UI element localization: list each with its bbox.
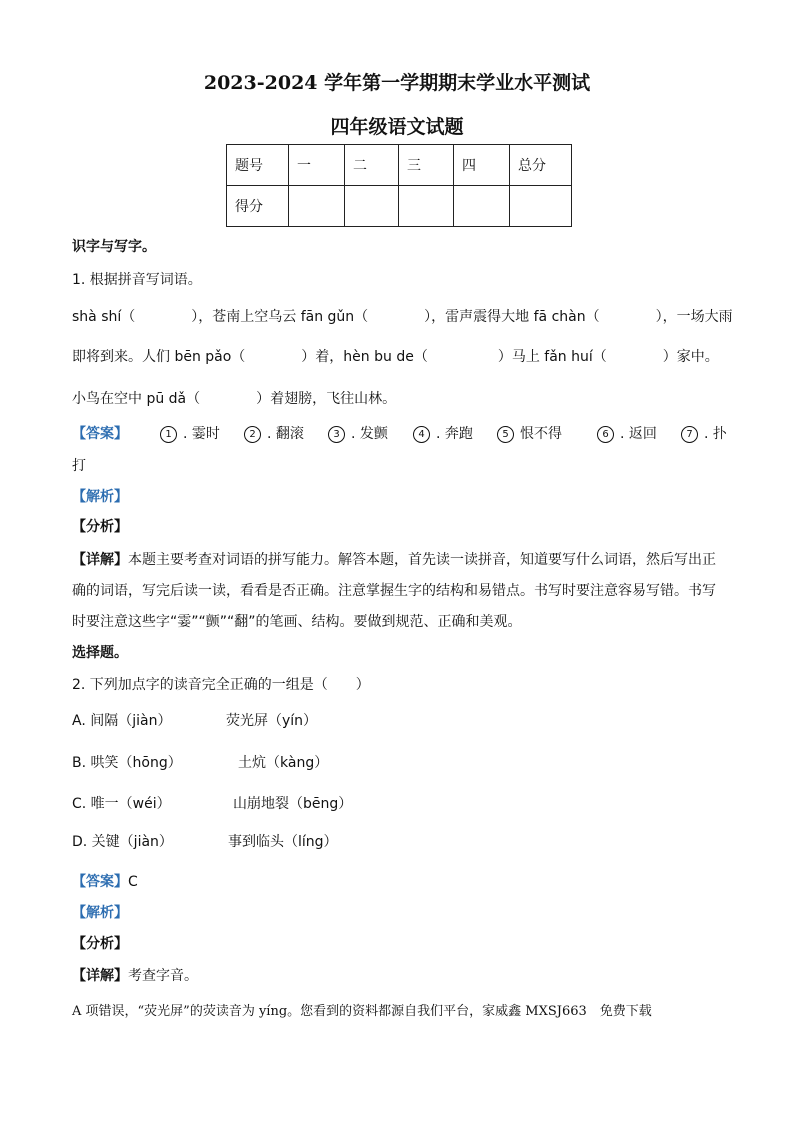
table-cell: 一 [289, 145, 345, 186]
answer-item: 1 . 霎时 [160, 423, 220, 443]
answer-item: 2 . 翻滚 [244, 423, 304, 443]
table-cell: 题号 [227, 145, 289, 186]
detail-line: A 项错误，“荧光屏”的荧读音为 yíng。您看到的资料都源自我们平台，家威鑫 MXSJ663 免费下载 [72, 1004, 652, 1019]
circled-number: 7 [681, 426, 698, 443]
table-cell: 三 [399, 145, 454, 186]
answer-item: 4 . 奔跑 [413, 423, 473, 443]
answer-item: 7 . 扑 [681, 423, 727, 443]
detail-line: 时要注意这些字“霎”“颤”“翻”的笔画、结构。要做到规范、正确和美观。 [72, 614, 522, 630]
option-b-word: 土炕（kàng） [238, 755, 329, 771]
answer-wrap: 打 [72, 458, 86, 474]
circled-number: 1 [160, 426, 177, 443]
option-c-word: 山崩地裂（bēng） [233, 796, 353, 812]
question-line: 小鸟在空中 pū dǎ（ ）着翅膀，飞往山林。 [72, 391, 397, 407]
detail-line: 【详解】本题主要考查对词语的拼写能力。解答本题，首先读一读拼音，知道要写什么词语，然后写出正 [72, 552, 716, 568]
detail-line: 【详解】考查字音。 [72, 968, 198, 984]
answer-item: 3 . 发颤 [328, 423, 388, 443]
section-heading: 选择题。 [72, 645, 128, 661]
circled-number: 5 [497, 426, 514, 443]
table-cell [399, 186, 454, 227]
table-row [227, 186, 572, 227]
answer-label: 【答案】 [72, 426, 128, 442]
circled-number: 4 [413, 426, 430, 443]
table-cell: 得分 [227, 186, 289, 227]
circled-number: 3 [328, 426, 345, 443]
table-cell [289, 186, 345, 227]
option-b: B. 哄笑（hōng） [72, 755, 182, 771]
option-d: D. 关键（jiàn） [72, 834, 173, 850]
table-cell: 总分 [510, 145, 572, 186]
answer-row [72, 871, 138, 891]
question-line: shà shí（ ），苍南上空乌云 fān gǔn（ ），雷声震得大地 fā chàn（ ），一场大雨 [72, 309, 733, 325]
option-a: A. 间隔（jiàn） [72, 713, 172, 729]
question-line: 即将到来。人们 bēn pǎo（ ）着，hèn bu de（ ）马上 fǎn huí（ ）家中。 [72, 349, 719, 365]
fenxi-label: 【分析】 [72, 936, 128, 952]
option-d-word: 事到临头（líng） [228, 834, 338, 850]
fenxi-label: 【分析】 [72, 519, 128, 535]
answer-item: 6 . 返回 [597, 423, 657, 443]
detail-line: 确的词语，写完后读一读，看看是否正确。注意掌握生字的结构和易错点。书写时要注意容易写错。书写 [72, 583, 716, 599]
table-cell [510, 186, 572, 227]
answer-label: 【答案】 [72, 874, 128, 890]
question-stem: 2. 下列加点字的读音完全正确的一组是（ ） [72, 677, 370, 693]
answer-item: 5 恨不得 [497, 423, 562, 443]
option-c: C. 唯一（wéi） [72, 796, 171, 812]
table-cell [345, 186, 399, 227]
section-heading: 识字与写字。 [72, 239, 156, 255]
score-table [226, 144, 572, 227]
table-cell [454, 186, 510, 227]
table-cell: 四 [454, 145, 510, 186]
page-title: 2023-2024 学年第一学期期末学业水平测试 [203, 72, 591, 94]
question-stem: 1. 根据拼音写词语。 [72, 272, 202, 288]
page-subtitle: 四年级语文试题 [330, 116, 464, 138]
analysis-label: 【解析】 [72, 489, 128, 505]
table-row [227, 145, 572, 186]
circled-number: 6 [597, 426, 614, 443]
table-cell: 二 [345, 145, 399, 186]
analysis-label: 【解析】 [72, 905, 128, 921]
circled-number: 2 [244, 426, 261, 443]
answer-value: C [128, 874, 138, 890]
option-a-word: 荧光屏（yín） [226, 713, 318, 729]
